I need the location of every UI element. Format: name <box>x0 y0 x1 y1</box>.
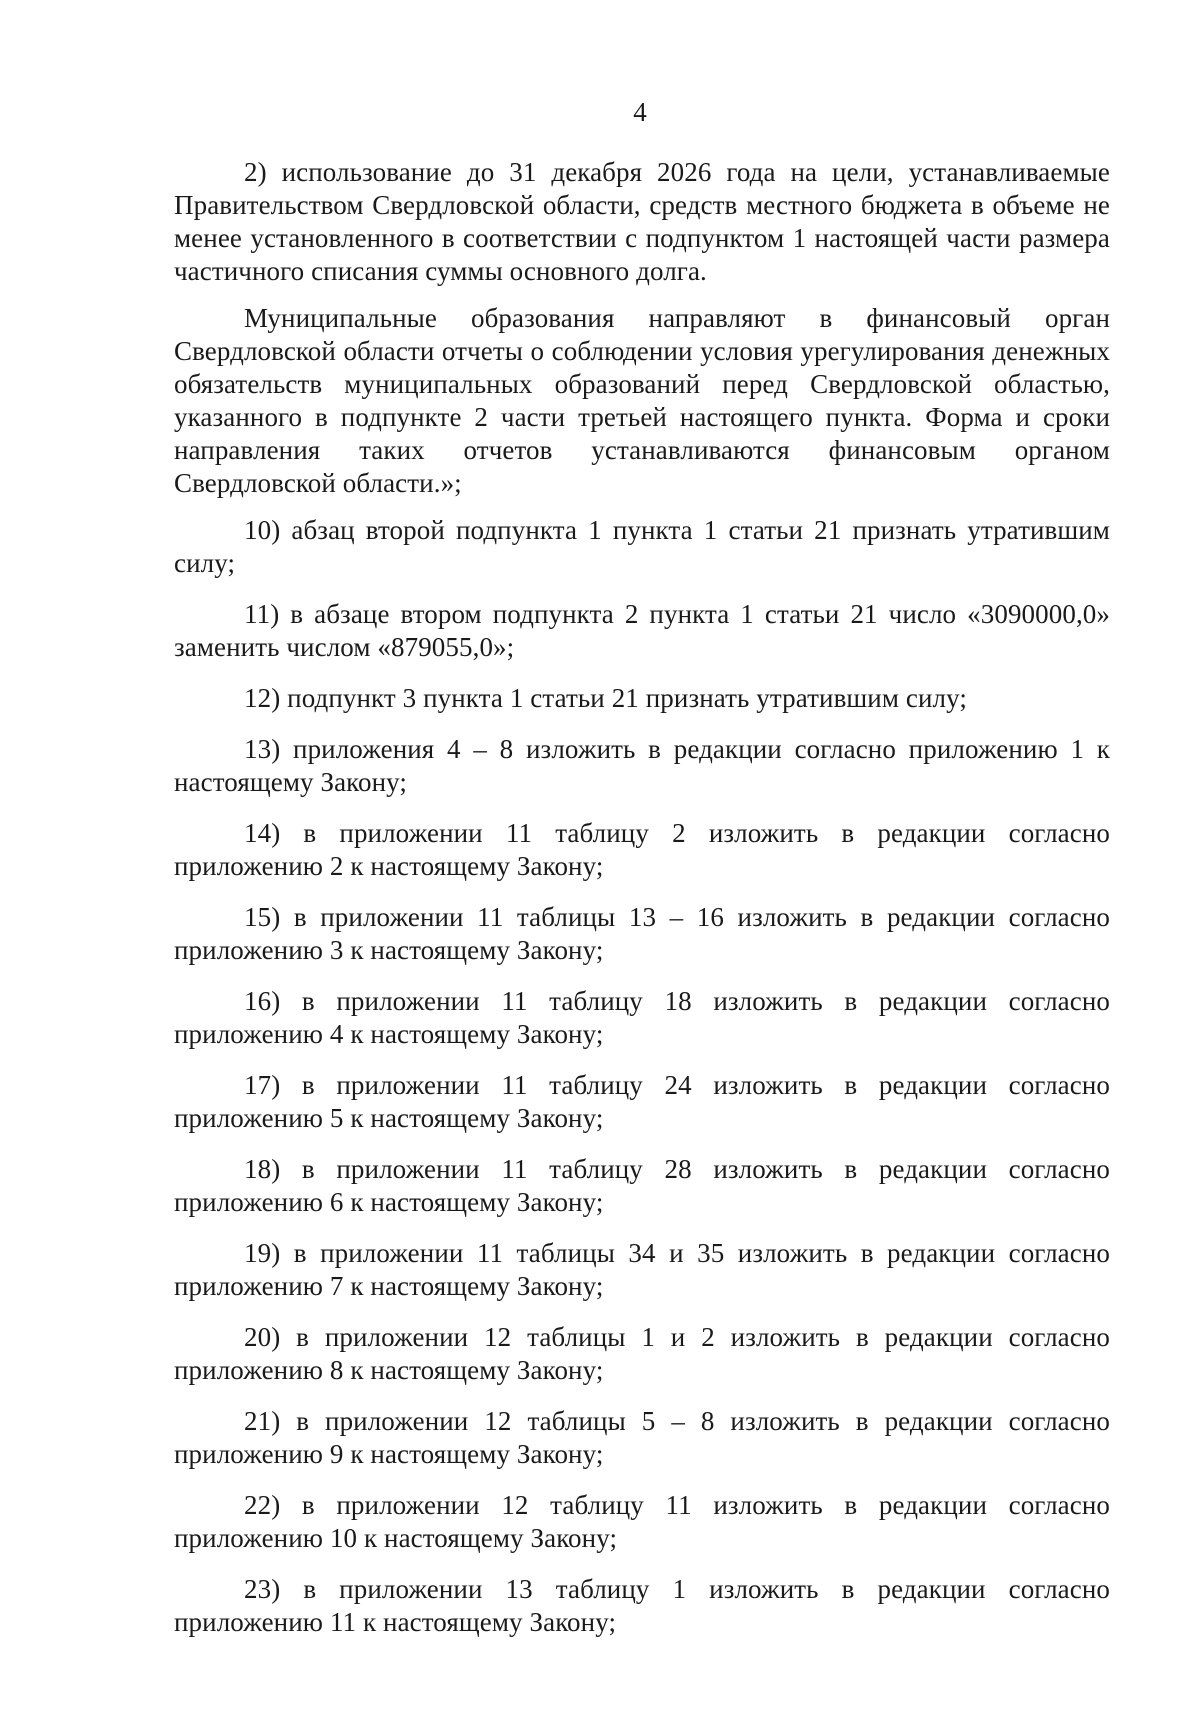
paragraph: 15) в приложении 11 таблицы 13 – 16 изложить в редакции согласно приложению 3 к настоящему Закону; <box>174 902 1110 965</box>
paragraph: 18) в приложении 11 таблицу 28 изложить в редакции согласно приложению 6 к настоящему Закону; <box>174 1154 1110 1217</box>
document-body <box>174 156 1110 1657</box>
paragraph: 16) в приложении 11 таблицу 18 изложить в редакции согласно приложению 4 к настоящему Закону; <box>174 986 1110 1049</box>
paragraph: 21) в приложении 12 таблицы 5 – 8 изложить в редакции согласно приложению 9 к настоящему Закону; <box>174 1406 1110 1469</box>
paragraph: 23) в приложении 13 таблицу 1 изложить в редакции согласно приложению 11 к настоящему Закону; <box>174 1574 1110 1637</box>
paragraph: 10) абзац второй подпункта 1 пункта 1 статьи 21 признать утратившим силу; <box>174 515 1110 578</box>
paragraph: 19) в приложении 11 таблицы 34 и 35 изложить в редакции согласно приложению 7 к настоящему Закону; <box>174 1238 1110 1301</box>
paragraph: 14) в приложении 11 таблицу 2 изложить в редакции согласно приложению 2 к настоящему Закону; <box>174 818 1110 881</box>
page-number: 4 <box>633 97 647 127</box>
paragraph: 17) в приложении 11 таблицу 24 изложить в редакции согласно приложению 5 к настоящему Закону; <box>174 1070 1110 1133</box>
paragraph: 12) подпункт 3 пункта 1 статьи 21 признать утратившим силу; <box>244 683 967 713</box>
paragraph: 13) приложения 4 – 8 изложить в редакции согласно приложению 1 к настоящему Закону; <box>174 734 1110 797</box>
paragraph: 11) в абзаце втором подпункта 2 пункта 1 статьи 21 число «3090000,0» заменить числом «879055,0»; <box>174 599 1110 662</box>
paragraph: 22) в приложении 12 таблицу 11 изложить в редакции согласно приложению 10 к настоящему Закону; <box>174 1490 1110 1553</box>
paragraph: Муниципальные образования направляют в финансовый орган Свердловской области отчеты о соблюдении условия урегулирования денежных обязательств муниципальных образований перед Свердловской областью, указанного в подпункте 2 части третьей настоящего пункта. Форма и сроки направления таких отчетов устанавливаются финансовым органом Свердловской области.»; <box>174 303 1110 498</box>
paragraph: 2) использование до 31 декабря 2026 года на цели, устанавливаемые Правительством Свердловской области, средств местного бюджета в объеме не менее установленного в соответствии с подпунктом 1 настоящей части размера частичного списания суммы основного долга. <box>174 157 1110 286</box>
paragraph: 20) в приложении 12 таблицы 1 и 2 изложить в редакции согласно приложению 8 к настоящему Закону; <box>174 1322 1110 1385</box>
